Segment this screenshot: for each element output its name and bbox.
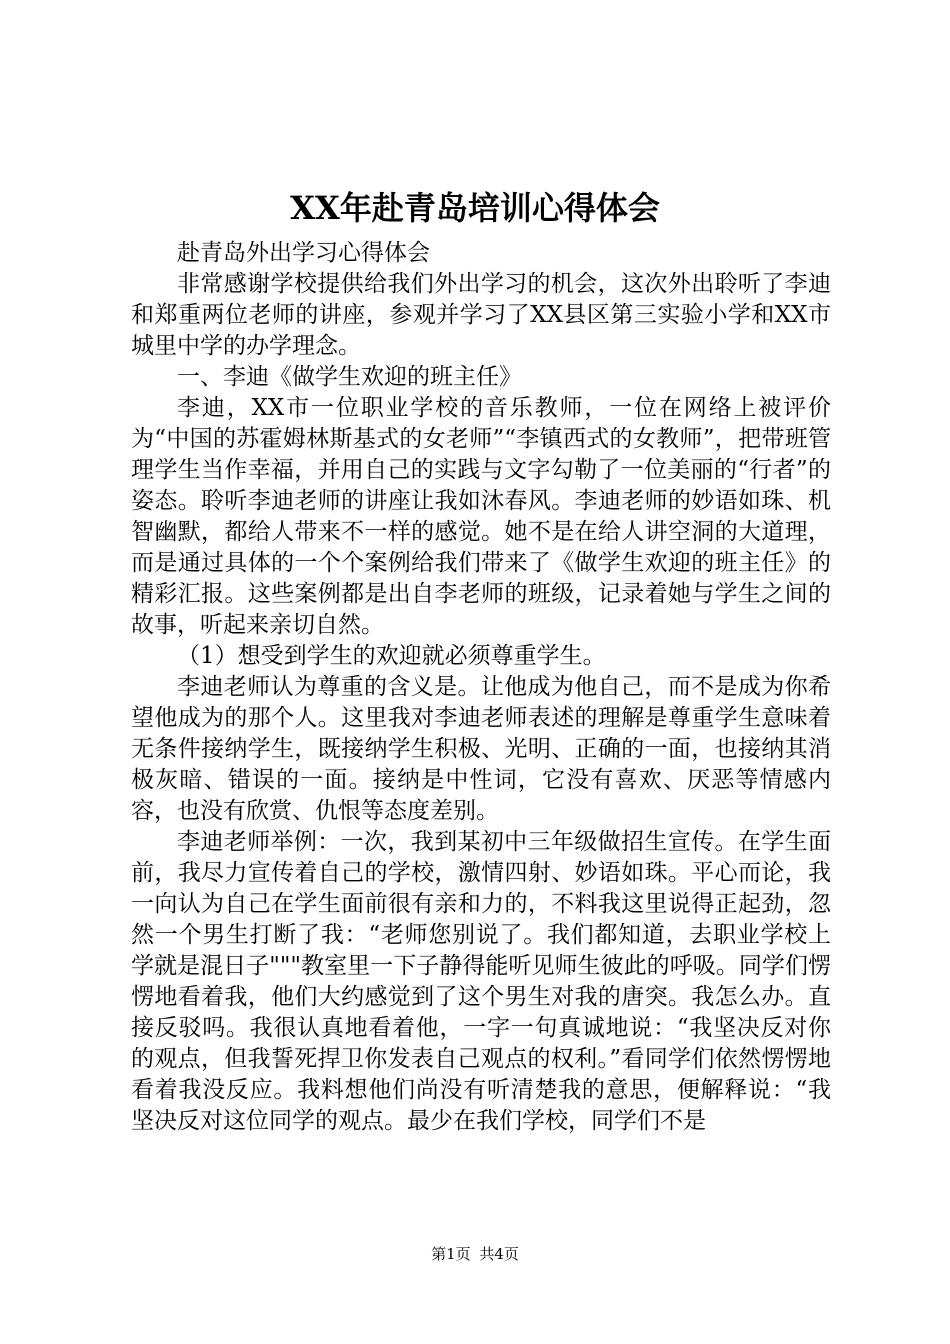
paragraph: 李迪老师举例：一次，我到某初中三年级做招生宣传。在学生面前，我尽力宣传着自己的学校，激情四射、妙语如珠。平心而论，我一向认为自己在学生面前很有亲和力的，不料我这里说得正起劲，忽然一个男生打断了我：“老师您别说了。我们都知道，去职业学校上学就是混日子"""教室里一下子静得能听见师生彼此的呼吸。同学们愣愣地看着我，他们大约感觉到了这个男生对我的唐突。我怎么办。直接反驳吗。我很认真地看着他，一字一句真诚地说：“我坚决反对你的观点，但我誓死捍卫你发表自己观点的权利。”看同学们依然愣愣地看着我没反应。我料想他们尚没有听清楚我的意思，便解释说：“我坚决反对这位同学的观点。最少在我们学校，同学们不是	[131, 829, 831, 1134]
paragraph-intro: 非常感谢学校提供给我们外出学习的机会，这次外出聆听了李迪和郑重两位老师的讲座，参观并学习了XX县区第三实验小学和XX市城里中学的办学理念。	[131, 271, 831, 359]
page-footer	[0, 1244, 950, 1264]
paragraph: 李迪，XX市一位职业学校的音乐教师，一位在网络上被评价为“中国的苏霍姆林斯基式的女老师”“李镇西式的女教师”，把带班管理学生当作幸福，并用自己的实践与文字勾勒了一位美丽的“行者”的姿态。聆听李迪老师的讲座让我如沐春风。李迪老师的妙语如珠、机智幽默，都给人带来不一样的感觉。她不是在给人讲空洞的大道理，而是通过具体的一个个案例给我们带来了《做学生欢迎的班主任》的精彩汇报。这些案例都是出自李老师的班级，记录着她与学生之间的故事，听起来亲切自然。	[131, 395, 831, 638]
section-heading: 一、李迪《做学生欢迎的班主任》	[177, 364, 522, 390]
paragraph: 李迪老师认为尊重的含义是。让他成为他自己，而不是成为你希望他成为的那个人。这里我对李迪老师表述的理解是尊重学生意味着无条件接纳学生，既接纳学生积极、光明、正确的一面，也接纳其消极灰暗、错误的一面。接纳是中性词，它没有喜欢、厌恶等情感内容，也没有欣赏、仇恨等态度差别。	[131, 674, 831, 824]
paragraph-subtitle: 赴青岛外出学习心得体会	[177, 240, 430, 266]
page-number: 第1页	[431, 1245, 471, 1263]
subsection-heading: （1）想受到学生的欢迎就必须尊重学生。	[177, 643, 606, 669]
page-total: 共4页	[479, 1245, 519, 1263]
document-body	[131, 238, 831, 1137]
page-title: XX年赴青岛培训心得体会	[290, 189, 660, 227]
